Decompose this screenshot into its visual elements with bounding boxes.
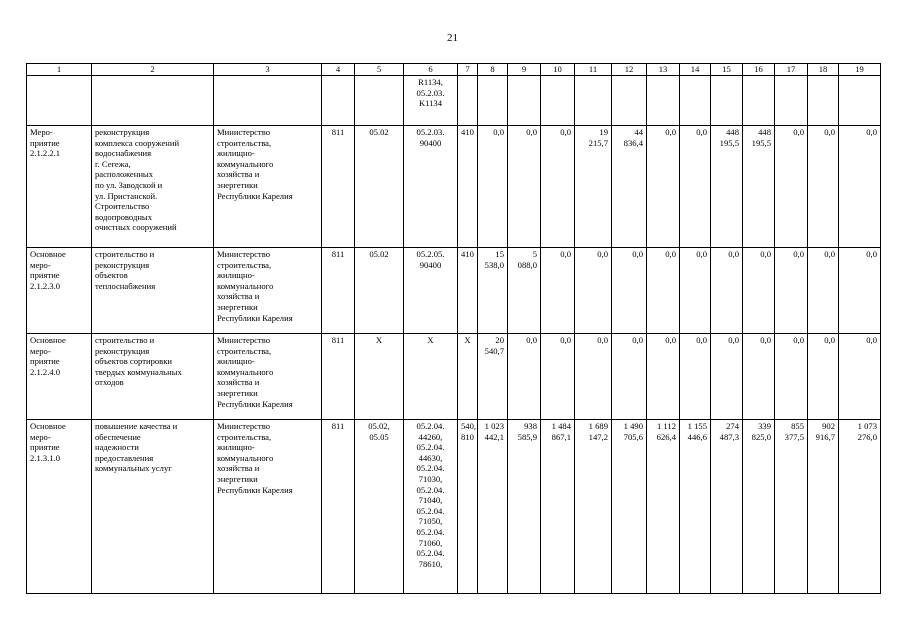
table-cell <box>322 76 355 126</box>
table-cell: 811 <box>322 126 355 248</box>
table-cell: 0,0 <box>775 334 808 420</box>
table-cell: 0,0 <box>647 126 680 248</box>
table-cell: X <box>458 334 478 420</box>
table-cell <box>478 76 508 126</box>
column-header: 9 <box>508 64 541 76</box>
column-header: 5 <box>355 64 404 76</box>
header-row <box>27 64 881 76</box>
table-cell <box>92 76 214 126</box>
table-cell: 44 836,4 <box>612 126 647 248</box>
budget-table <box>26 63 881 594</box>
table-cell: 0,0 <box>808 248 839 334</box>
column-header: 10 <box>541 64 575 76</box>
table-cell: 811 <box>322 334 355 420</box>
table-cell: 0,0 <box>839 126 881 248</box>
table-row <box>27 126 881 248</box>
table-cell: 1 689 147,2 <box>575 420 612 594</box>
table-cell: повышение качества и обеспечение надежности предоставления коммунальных услуг <box>92 420 214 594</box>
table-cell: 15 538,0 <box>478 248 508 334</box>
table-cell: 811 <box>322 248 355 334</box>
table-cell: 0,0 <box>647 248 680 334</box>
column-header: 6 <box>404 64 458 76</box>
table-cell: 410 <box>458 126 478 248</box>
table-cell <box>839 76 881 126</box>
table-cell: 05.2.03. 90400 <box>404 126 458 248</box>
table-cell: 274 487,3 <box>711 420 743 594</box>
table-cell <box>541 76 575 126</box>
table-cell: 0,0 <box>743 334 775 420</box>
table-cell: Меро- приятие 2.1.2.2.1 <box>27 126 92 248</box>
table-cell: 410 <box>458 248 478 334</box>
table-cell: R1134, 05.2.03. K1134 <box>404 76 458 126</box>
table-cell: 0,0 <box>612 248 647 334</box>
table-row <box>27 334 881 420</box>
column-header: 3 <box>214 64 322 76</box>
column-header: 11 <box>575 64 612 76</box>
table-cell: X <box>404 334 458 420</box>
column-header: 13 <box>647 64 680 76</box>
column-header: 18 <box>808 64 839 76</box>
table-cell <box>575 76 612 126</box>
table-cell: 0,0 <box>508 334 541 420</box>
column-header: 19 <box>839 64 881 76</box>
table-cell: 0,0 <box>839 248 881 334</box>
table-cell: Министерство строительства, жилищно- коммунального хозяйства и энергетики Республики Карелия <box>214 334 322 420</box>
table-cell: X <box>355 334 404 420</box>
table-cell: 0,0 <box>680 334 711 420</box>
table-cell <box>680 76 711 126</box>
table-cell <box>214 76 322 126</box>
table-cell: реконструкция комплекса сооружений водоснабжения г. Сегежа, расположенных по ул. Заводской и ул. Пристанской. Строительство водопроводных очистных сооружений <box>92 126 214 248</box>
table-row <box>27 76 881 126</box>
table-cell <box>355 76 404 126</box>
table-cell: 339 825,0 <box>743 420 775 594</box>
table-cell: 0,0 <box>647 334 680 420</box>
column-header: 17 <box>775 64 808 76</box>
table-cell: Основное меро- приятие 2.1.2.3.0 <box>27 248 92 334</box>
table-cell <box>775 76 808 126</box>
table-cell: 0,0 <box>680 126 711 248</box>
table-cell: 1 484 867,1 <box>541 420 575 594</box>
table-cell: Основное меро- приятие 2.1.2.4.0 <box>27 334 92 420</box>
table-cell: Министерство строительства, жилищно- коммунального хозяйства и энергетики Республики Карелия <box>214 420 322 594</box>
table-cell: 05.2.04. 44260, 05.2.04. 44630, 05.2.04. 71030, 05.2.04. 71040, 05.2.04. 71050, 05.2.04. 71060, 05.2.04. 78610, <box>404 420 458 594</box>
table-cell <box>458 76 478 126</box>
table-cell: 0,0 <box>775 248 808 334</box>
table-cell: 05.02, 05.05 <box>355 420 404 594</box>
table-cell: 855 377,5 <box>775 420 808 594</box>
table-cell: 1 023 442,1 <box>478 420 508 594</box>
table-cell: 0,0 <box>541 334 575 420</box>
table-row <box>27 420 881 594</box>
column-header: 8 <box>478 64 508 76</box>
column-header: 12 <box>612 64 647 76</box>
table-cell: 19 215,7 <box>575 126 612 248</box>
table-cell: 5 088,0 <box>508 248 541 334</box>
table-cell: 0,0 <box>541 126 575 248</box>
table-cell: 902 916,7 <box>808 420 839 594</box>
table-row <box>27 248 881 334</box>
column-header: 4 <box>322 64 355 76</box>
table-cell: 448 195,5 <box>711 126 743 248</box>
table-cell: 1 073 276,0 <box>839 420 881 594</box>
table-cell: 0,0 <box>680 248 711 334</box>
table-cell <box>808 76 839 126</box>
column-header: 15 <box>711 64 743 76</box>
table-cell: Министерство строительства, жилищно- коммунального хозяйства и энергетики Республики Карелия <box>214 126 322 248</box>
table-cell <box>27 76 92 126</box>
table-cell: 0,0 <box>711 248 743 334</box>
table-cell: 0,0 <box>541 248 575 334</box>
table-cell: 0,0 <box>478 126 508 248</box>
table-cell: 05.02 <box>355 248 404 334</box>
table-cell: 0,0 <box>575 248 612 334</box>
table-cell: 0,0 <box>839 334 881 420</box>
table-cell: 0,0 <box>808 126 839 248</box>
table-cell: 0,0 <box>743 248 775 334</box>
column-header: 1 <box>27 64 92 76</box>
table-cell: Министерство строительства, жилищно- коммунального хозяйства и энергетики Республики Карелия <box>214 248 322 334</box>
table-cell: Основное меро- приятие 2.1.3.1.0 <box>27 420 92 594</box>
column-header: 2 <box>92 64 214 76</box>
table-cell: строительство и реконструкция объектов сортировки твердых коммунальных отходов <box>92 334 214 420</box>
table-cell: 811 <box>322 420 355 594</box>
table-cell <box>711 76 743 126</box>
table-cell: 540, 810 <box>458 420 478 594</box>
table-cell: 1 112 626,4 <box>647 420 680 594</box>
table-cell: 1 490 705,6 <box>612 420 647 594</box>
column-header: 14 <box>680 64 711 76</box>
table-cell: 938 585,9 <box>508 420 541 594</box>
table-cell: строительство и реконструкция объектов теплоснабжения <box>92 248 214 334</box>
table-cell: 448 195,5 <box>743 126 775 248</box>
table-cell <box>743 76 775 126</box>
page-number: 21 <box>447 32 458 44</box>
table-cell: 0,0 <box>508 126 541 248</box>
table-cell: 0,0 <box>612 334 647 420</box>
table-cell: 0,0 <box>711 334 743 420</box>
table-cell <box>508 76 541 126</box>
table-cell: 05.02 <box>355 126 404 248</box>
table-cell: 0,0 <box>775 126 808 248</box>
table-cell <box>647 76 680 126</box>
column-header: 16 <box>743 64 775 76</box>
table-cell: 1 155 446,6 <box>680 420 711 594</box>
table-cell: 05.2.05. 90400 <box>404 248 458 334</box>
table-cell: 20 540,7 <box>478 334 508 420</box>
table-cell: 0,0 <box>575 334 612 420</box>
table-cell: 0,0 <box>808 334 839 420</box>
column-header: 7 <box>458 64 478 76</box>
table-cell <box>612 76 647 126</box>
